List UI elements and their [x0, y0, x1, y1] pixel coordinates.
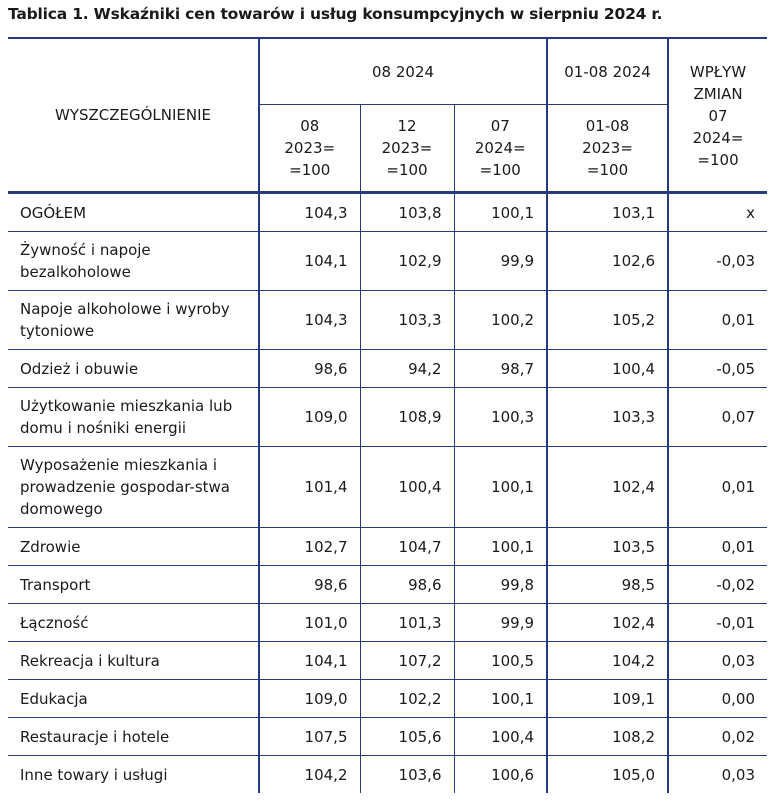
- row-label: Żywność i napoje bezalkoholowe: [8, 232, 259, 291]
- row-label: Zdrowie: [8, 528, 259, 566]
- header-sub-2: 12 2023= =100: [360, 105, 454, 193]
- table-title: Tablica 1. Wskaźniki cen towarów i usług konsumpcyjnych w sierpniu 2024 r.: [8, 5, 663, 23]
- row-label: Rekreacja i kultura: [8, 642, 259, 680]
- cell-08-2023-base: 98,6: [259, 350, 360, 388]
- cell-08-2023-base: 109,0: [259, 680, 360, 718]
- cell-wplyw-zmian: -0,01: [668, 604, 767, 642]
- cell-wplyw-zmian: 0,01: [668, 291, 767, 350]
- cell-07-2024-base: 100,1: [454, 528, 547, 566]
- cell-wplyw-zmian: -0,05: [668, 350, 767, 388]
- cell-wplyw-zmian: 0,03: [668, 756, 767, 794]
- row-label: Edukacja: [8, 680, 259, 718]
- cell-12-2023-base: 100,4: [360, 447, 454, 528]
- header-sub-1: 08 2023= =100: [259, 105, 360, 193]
- cell-12-2023-base: 104,7: [360, 528, 454, 566]
- table-row: [8, 350, 767, 388]
- cell-01-08-2023-base: 103,3: [547, 388, 668, 447]
- cell-01-08-2023-base: 108,2: [547, 718, 668, 756]
- cell-07-2024-base: 100,2: [454, 291, 547, 350]
- row-label: Inne towary i usługi: [20, 765, 168, 784]
- cell-08-2023-base: 104,2: [259, 756, 360, 794]
- cell-01-08-2023-base: 103,5: [547, 528, 668, 566]
- table-row: [8, 193, 767, 232]
- cell-08-2023-base: 102,7: [259, 528, 360, 566]
- cell-12-2023-base: 98,6: [360, 566, 454, 604]
- row-label: Napoje alkoholowe i wyroby tytoniowe: [8, 291, 259, 350]
- table-row: [8, 388, 767, 447]
- cell-01-08-2023-base: 105,2: [547, 291, 668, 350]
- cell-08-2023-base: 107,5: [259, 718, 360, 756]
- header-sub-4: 01-08 2023= =100: [547, 105, 668, 193]
- cell-wplyw-zmian: -0,02: [668, 566, 767, 604]
- header-sub-5: 07 2024= =100: [668, 105, 767, 193]
- header-label-column: WYSZCZEGÓLNIENIE: [8, 38, 259, 193]
- cell-08-2023-base: 98,6: [259, 566, 360, 604]
- cell-07-2024-base: 100,5: [454, 642, 547, 680]
- header-group-08-2024: 08 2024: [259, 38, 547, 105]
- cell-08-2023-base: 104,1: [259, 642, 360, 680]
- cell-12-2023-base: 108,9: [360, 388, 454, 447]
- cell-07-2024-base: 100,1: [454, 193, 547, 232]
- header-group-01-08-2024: 01-08 2024: [547, 38, 668, 105]
- header-sub-3: 07 2024= =100: [454, 105, 547, 193]
- cell-wplyw-zmian: 0,01: [668, 447, 767, 528]
- cell-wplyw-zmian: 0,01: [668, 528, 767, 566]
- cell-wplyw-zmian: 0,03: [668, 642, 767, 680]
- cell-01-08-2023-base: 102,4: [547, 604, 668, 642]
- cell-12-2023-base: 101,3: [360, 604, 454, 642]
- table-row: [8, 756, 767, 794]
- table-row: [8, 291, 767, 350]
- cell-12-2023-base: 103,3: [360, 291, 454, 350]
- cell-01-08-2023-base: 104,2: [547, 642, 668, 680]
- row-label: Odzież i obuwie: [8, 350, 259, 388]
- cell-08-2023-base: 104,3: [259, 291, 360, 350]
- cell-wplyw-zmian: -0,03: [668, 232, 767, 291]
- cell-08-2023-base: 101,4: [259, 447, 360, 528]
- table-row: [8, 566, 767, 604]
- cell-07-2024-base: 99,9: [454, 604, 547, 642]
- cell-01-08-2023-base: 100,4: [547, 350, 668, 388]
- cell-wplyw-zmian: 0,07: [668, 388, 767, 447]
- table-row: [8, 604, 767, 642]
- cell-07-2024-base: 100,1: [454, 680, 547, 718]
- cell-01-08-2023-base: 102,4: [547, 447, 668, 528]
- cell-01-08-2023-base: 98,5: [547, 566, 668, 604]
- cell-07-2024-base: 100,3: [454, 388, 547, 447]
- header-group-wplyw: WPŁYW ZMIAN: [668, 38, 767, 105]
- cell-07-2024-base: 100,4: [454, 718, 547, 756]
- cell-07-2024-base: 99,8: [454, 566, 547, 604]
- table-row: [8, 232, 767, 291]
- cell-08-2023-base: 104,3: [259, 193, 360, 232]
- cell-12-2023-base: 94,2: [360, 350, 454, 388]
- table-row: [8, 528, 767, 566]
- cell-12-2023-base: 105,6: [360, 718, 454, 756]
- row-label: OGÓŁEM: [8, 193, 259, 232]
- cell-08-2023-base: 104,1: [259, 232, 360, 291]
- cell-12-2023-base: 102,9: [360, 232, 454, 291]
- cell-12-2023-base: 107,2: [360, 642, 454, 680]
- table-row: [8, 718, 767, 756]
- cell-07-2024-base: 100,1: [454, 447, 547, 528]
- price-index-table: [8, 37, 767, 793]
- cell-12-2023-base: 103,8: [360, 193, 454, 232]
- cell-wplyw-zmian: x: [668, 193, 767, 232]
- cell-01-08-2023-base: 103,1: [547, 193, 668, 232]
- cell-08-2023-base: 101,0: [259, 604, 360, 642]
- cell-07-2024-base: 99,9: [454, 232, 547, 291]
- table-row: [8, 680, 767, 718]
- row-label: Restauracje i hotele: [8, 718, 259, 756]
- table-row: [8, 642, 767, 680]
- cell-wplyw-zmian: 0,02: [668, 718, 767, 756]
- cell-01-08-2023-base: 109,1: [547, 680, 668, 718]
- cell-07-2024-base: 98,7: [454, 350, 547, 388]
- cell-08-2023-base: 109,0: [259, 388, 360, 447]
- cell-01-08-2023-base: 105,0: [547, 756, 668, 794]
- row-label: Transport: [8, 566, 259, 604]
- row-label: Łączność: [8, 604, 259, 642]
- table-row: [8, 447, 767, 528]
- cell-07-2024-base: 100,6: [454, 756, 547, 794]
- cell-wplyw-zmian: 0,00: [668, 680, 767, 718]
- cell-01-08-2023-base: 102,6: [547, 232, 668, 291]
- cell-12-2023-base: 102,2: [360, 680, 454, 718]
- row-label: Użytkowanie mieszkania lub domu i nośniki energii: [8, 388, 259, 447]
- row-label: Wyposażenie mieszkania i prowadzenie gospodar-stwa domowego: [8, 447, 259, 528]
- cell-12-2023-base: 103,6: [360, 756, 454, 794]
